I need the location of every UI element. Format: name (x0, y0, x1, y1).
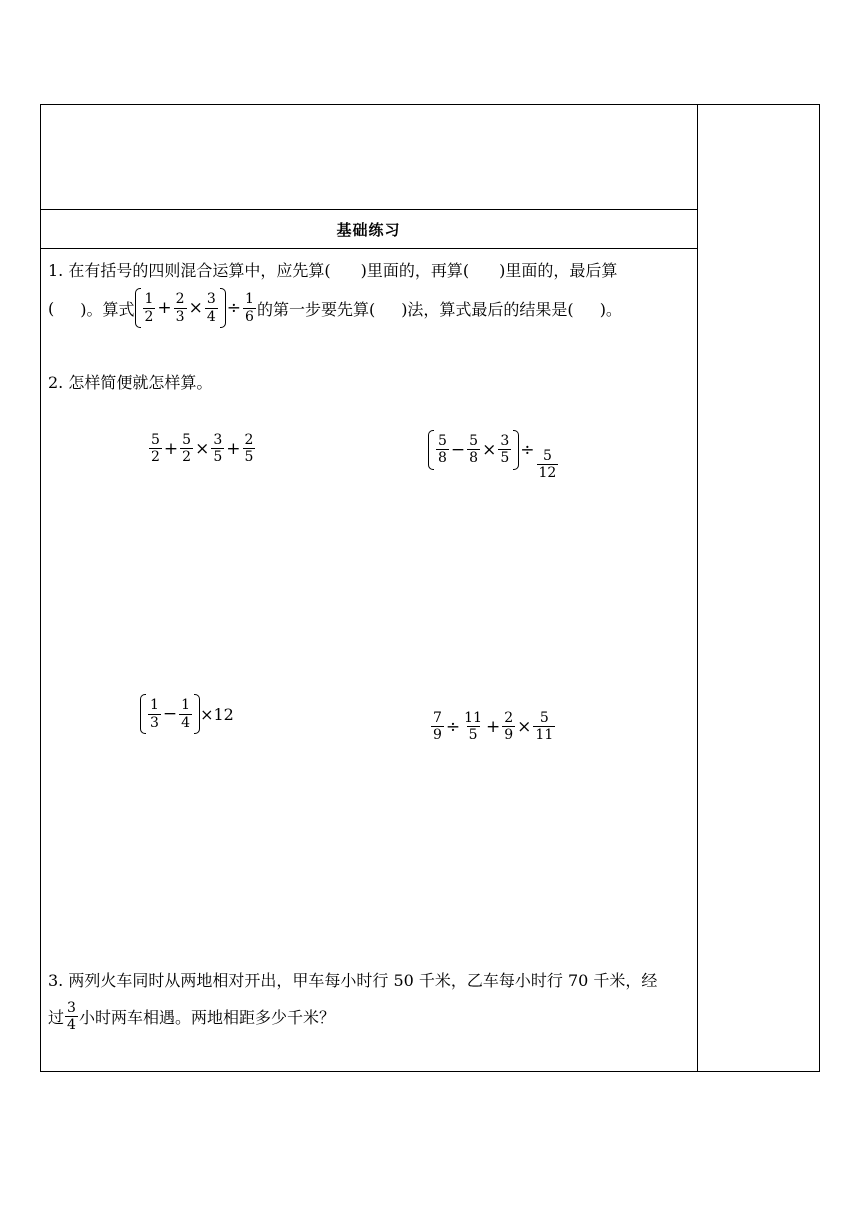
worksheet-table (40, 104, 820, 1072)
table-column-divider (697, 104, 698, 1072)
fraction: $\frac{1}{6}$ (245, 291, 254, 325)
left-parenthesis (135, 288, 141, 328)
question-2-text: 2. 怎样简便就怎样算。 (48, 373, 213, 392)
section-title: 基础练习 (336, 220, 401, 239)
expression-3: $\frac{1}{3}$ − $\frac{1}{4}$ ×12 (140, 694, 234, 734)
fraction: $\frac{2}{3}$ (175, 291, 185, 325)
question-3-line-1: 3. 两列火车同时从两地相对开出，甲车每小时行 50 千米，乙车每小时行 70 千米，经 (48, 971, 658, 990)
table-row-divider-bottom (40, 248, 697, 249)
question-1-line-1: 1. 在有括号的四则混合运算中，应先算( )里面的，再算( )里面的，最后算 (48, 261, 618, 280)
question-1-line-2: ( )。算式 $\frac{1}{2}$ + $\frac{2}{3}$ × $\frac{3}{4}$ ÷ $\frac{1}{6}$ 的第一步要先算( )法，算式最后的结果是( )。 (48, 288, 622, 328)
expression-4: $\frac{7}{9}$ ÷ $\frac{11}{5}$ + $\frac{2}{9}$ × $\frac{5}{11}$ (433, 710, 554, 744)
fraction: $\frac{1}{2}$ (144, 291, 154, 325)
fraction: $\frac{3}{4}$ (67, 1000, 76, 1034)
expression-1: $\frac{5}{2}$ + $\frac{5}{2}$ × $\frac{3}{5}$ + $\frac{2}{5}$ (151, 432, 254, 466)
question-3-line-2: 过 $\frac{3}{4}$ 小时两车相遇。两地相距多少千米？ (48, 1000, 335, 1034)
right-parenthesis (220, 288, 226, 328)
fraction: $\frac{3}{4}$ (206, 291, 216, 325)
expression-2: $\frac{5}{8}$ − $\frac{5}{8}$ × $\frac{3}{5}$ ÷ $\frac{5}{12}$ (428, 418, 559, 481)
